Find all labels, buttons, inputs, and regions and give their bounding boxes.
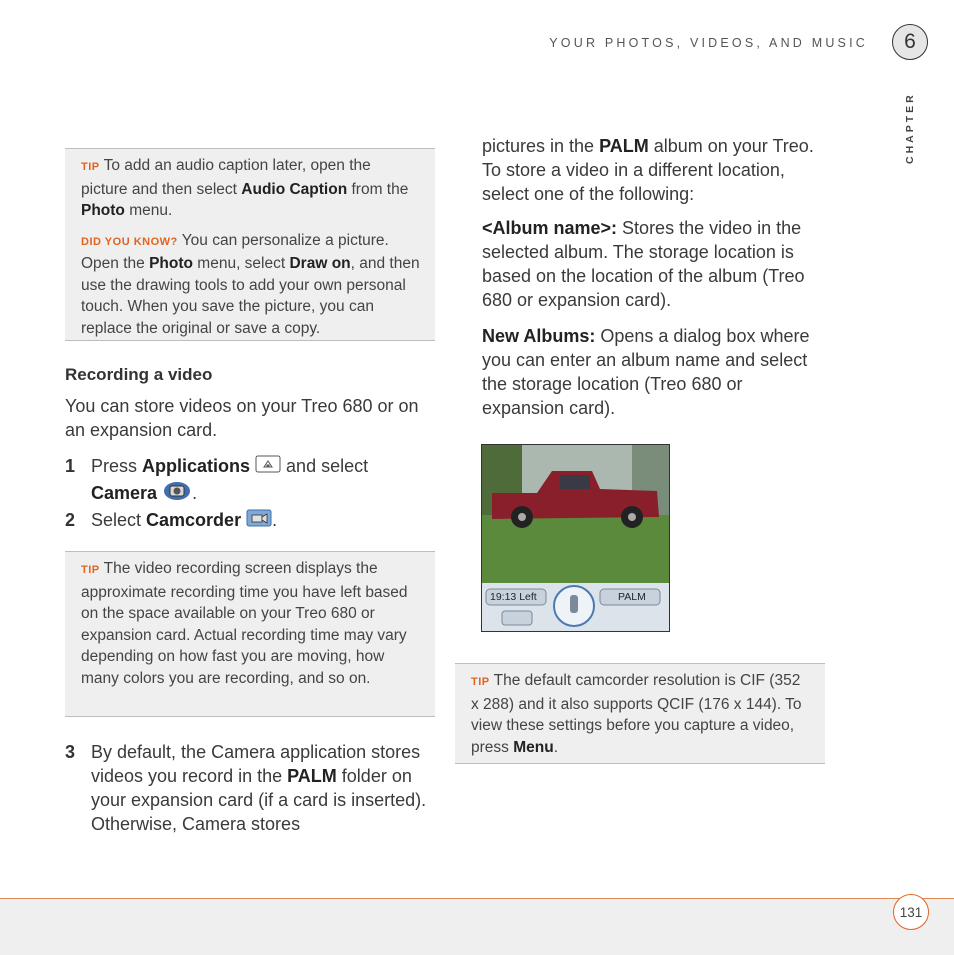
tip-box-recording-time: TIP The video recording screen displays the approximate recording time you have left based on the space available on your Treo 680 or expansion card. Actual recording time may vary depending on how fast you are moving, how many colors you are recording, and so on. bbox=[65, 551, 435, 717]
time-left-label: 19:13 Left bbox=[490, 591, 537, 603]
applications-icon bbox=[255, 454, 281, 480]
album-selector-label: PALM bbox=[618, 591, 646, 603]
chapter-number-badge: 6 bbox=[892, 24, 928, 60]
camcorder-screenshot bbox=[481, 444, 670, 632]
new-albums-option: New Albums: Opens a dialog box where you can enter an album name and select the storage location (Treo 680 or expansion card). bbox=[482, 326, 810, 418]
right-column-text bbox=[482, 134, 827, 420]
step-1: 1 Press Applications and select Camera . bbox=[65, 454, 435, 508]
camera-icon bbox=[162, 480, 192, 508]
tip-tag: TIP bbox=[81, 564, 100, 576]
truck-photo bbox=[482, 445, 669, 631]
step-number: 1 bbox=[65, 456, 76, 476]
tip-audio-caption: TIP To add an audio caption later, open the picture and then select Audio Caption from the Photo menu. bbox=[81, 157, 409, 219]
footer-band bbox=[0, 898, 954, 955]
tip-tag: TIP bbox=[471, 676, 490, 688]
tip-tag: TIP bbox=[81, 161, 100, 173]
storage-paragraph: pictures in the PALM album on your Treo. To store a video in a different location, select one of the following: bbox=[482, 136, 814, 204]
page-number: 131 bbox=[893, 894, 929, 930]
step-number: 2 bbox=[65, 510, 76, 530]
tip-box-audio bbox=[65, 148, 435, 341]
camcorder-icon bbox=[246, 508, 272, 534]
step-3: 3 By default, the Camera application stores videos you record in the PALM folder on your expansion card (if a card is inserted). Otherwise, Camera stores bbox=[65, 742, 427, 834]
chapter-label: CHAPTER bbox=[904, 92, 916, 164]
album-name-option: <Album name>: Stores the video in the selected album. The storage location is based on the location of the album (Treo 680 or expansion card). bbox=[482, 218, 805, 310]
section-heading: Recording a video bbox=[65, 365, 213, 384]
did-you-know-tag: DID YOU KNOW? bbox=[81, 235, 178, 248]
step-2: 2 Select Camcorder . bbox=[65, 508, 435, 534]
step-number: 3 bbox=[65, 742, 76, 762]
did-you-know: DID YOU KNOW? You can personalize a picture. Open the Photo menu, select Draw on, and then use the drawing tools to add your own personal touch. When you save the picture, you can replace the original or save a copy. bbox=[81, 231, 420, 337]
section-title: YOUR PHOTOS, VIDEOS, AND MUSIC bbox=[549, 36, 868, 50]
intro-paragraph: You can store videos on your Treo 680 or on an expansion card. bbox=[65, 396, 419, 440]
tip-box-resolution: TIP The default camcorder resolution is CIF (352 x 288) and it also supports QCIF (176 x 144). To view these settings before you capture a video, press Menu. bbox=[455, 663, 825, 764]
